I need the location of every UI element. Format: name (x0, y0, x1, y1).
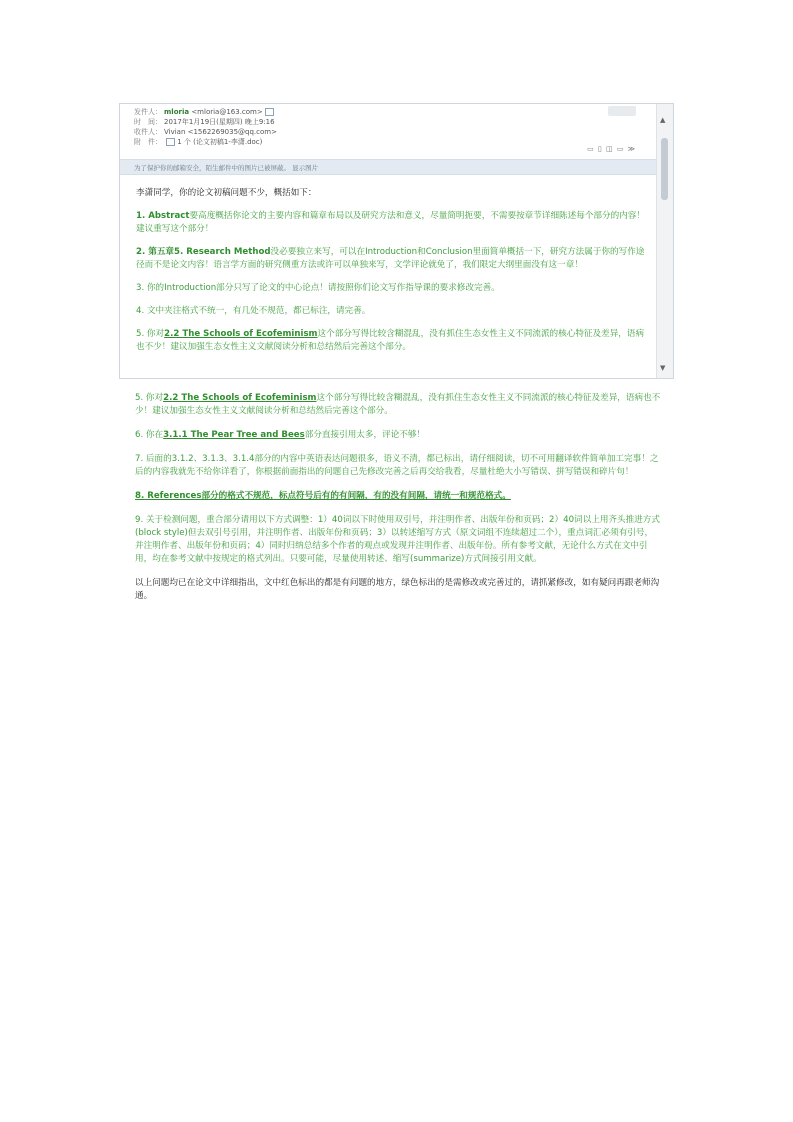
recipient[interactable]: Vivian <1562269035@qq.com> (164, 128, 277, 136)
list-item (135, 453, 661, 479)
scroll-down-icon[interactable]: ▼ (660, 364, 666, 372)
greeting: 李潇同学，你的论文初稿问题不少，概括如下： (136, 188, 317, 198)
list-item (135, 429, 661, 442)
time-value: 2017年1月19日(星期四) 晚上9:16 (164, 118, 275, 126)
time-label: 时 间： (134, 118, 162, 126)
closing-paragraph: 以上问题均已在论文中详细指出，文中红色标出的都是有问题的地方，绿色标出的是需修改或完善过的，请抓紧修改，如有疑问再跟老师沟通。 (135, 578, 660, 601)
scroll-thumb[interactable] (661, 138, 668, 200)
list-item (136, 305, 650, 318)
section-link[interactable]: 2.2 The Schools of Ecofeminism (164, 329, 318, 339)
sender-address[interactable]: <mloria@163.com> (191, 108, 263, 116)
screenshot-divider (119, 385, 674, 387)
list-item (136, 282, 650, 295)
item-lead: 5. 你对 (136, 329, 165, 339)
item-text: 你的Introduction部分只写了论文的中心论点！请按照你们论文写作指导课的要求修改完善。 (146, 283, 500, 293)
item-text: 这个部分写得比较含糊混乱，没有抓住生态女性主义不同流派的核心特征及差异，语病也不少！建议加强生态女性主义文献阅读分析和总结然后完善这个部分。 (135, 393, 661, 416)
image-blocked-bar[interactable]: 为了保护你的邮箱安全，陌生邮件中的图片已被屏蔽。 显示图片 (120, 159, 658, 175)
section-link[interactable]: 2.2 The Schools of Ecofeminism (163, 393, 317, 403)
doc-file-icon (166, 138, 175, 146)
section-link[interactable]: 3.1.1 The Pear Tree and Bees (163, 430, 305, 440)
attachment-label: 附 件： (134, 138, 162, 146)
avatar (608, 106, 636, 116)
item-lead: 2. 第五章5. Research Method (136, 247, 271, 257)
item-lead: 1. Abstract (136, 211, 190, 221)
item-lead: 7. (135, 454, 146, 464)
list-item (135, 392, 661, 418)
list-item (135, 490, 661, 503)
vertical-scrollbar[interactable] (656, 104, 673, 378)
item-text: 部分直接引用太多，评论不够！ (304, 430, 426, 440)
to-row (134, 128, 277, 137)
item-text: 要高度概括你论文的主要内容和篇章布局以及研究方法和意义，尽量简明扼要，不需要按章节详细陈述每个部分的内容！建议重写这个部分！ (136, 211, 645, 234)
list-item (136, 246, 650, 272)
list-item (136, 328, 650, 354)
sender-name[interactable]: mloria (164, 108, 190, 116)
email-header (120, 104, 658, 159)
item-text: 这个部分写得比较含糊混乱，没有抓住生态女性主义不同流派的核心特征及差异，语病也不少！建议加强生态女性主义文献阅读分析和总结然后完善这个部分。 (136, 329, 645, 352)
item-lead: 3. (136, 283, 147, 293)
time-row (134, 118, 275, 127)
email-body-bottom (135, 392, 661, 614)
attachment-link[interactable]: 1 个 (论文初稿1-李潇.doc) (177, 138, 263, 146)
list-item (135, 514, 661, 566)
references-note[interactable]: 8. References部分的格式不规范，标点符号后有的有间隔，有的没有间隔，请统一和规范格式。 (135, 491, 511, 501)
to-label: 收件人： (134, 128, 162, 136)
list-item (136, 210, 650, 236)
from-label: 发件人： (134, 108, 162, 116)
email-window-bottom (119, 388, 674, 673)
email-body-top (136, 187, 650, 364)
item-text: 后面的3.1.2、3.1.3、3.1.4部分的内容中英语表达问题很多，语义不清，都已标出，请仔细阅读，切不可用翻译软件简单加工完事！之后的内容我就先不给你详看了，你根据前面指出的问题自己先修改完善之后再交给我看，尽量杜绝大小写错误、拼写错误和碎片句！ (135, 454, 659, 477)
email-window-top (119, 103, 674, 379)
header-toolbar[interactable]: ▭ ▯ ◫ ▭ ≫ (587, 145, 636, 153)
item-text: 没必要独立来写，可以在Introduction和Conclusion里面简单概括一下，研究方法属于你的写作途径而不是论文内容！语言学方面的研究侧重方法或许可以单独来写，文学评论就免了，我们限定大纲里面没有这一章！ (136, 247, 645, 270)
item-lead: 4. (136, 306, 147, 316)
contact-card-icon[interactable] (265, 108, 274, 116)
attachment-row (134, 138, 262, 147)
from-row (134, 108, 274, 117)
item-lead: 6. 你在 (135, 430, 164, 440)
scroll-up-icon[interactable]: ▲ (660, 116, 666, 124)
item-lead: 9. (135, 515, 146, 525)
item-text: 文中夹注格式不统一，有几处不规范，都已标注，请完善。 (146, 306, 371, 316)
item-lead: 5. 你对 (135, 393, 164, 403)
item-text: 关于检测问题，重合部分请用以下方式调整：1）40词以下时使用双引号，并注明作者、出版年份和页码；2）40词以上用齐头推进方式(block style)但去双引号引用，并注明作者、出版年份和页码；3）以转述缩写方式（原文词组不连续超过二个），重点词汇必须有引号，并注明作者、出版年份和页码；4）同时归纳总结多个作者的观点或发现并注明作者、出版年份。所有参考文献，无论什么方式在文中引用，均在参考文献中按规定的格式列出。只要可能，尽量使用转述、缩写(summarize)方式间接引用文献。 (135, 515, 660, 564)
